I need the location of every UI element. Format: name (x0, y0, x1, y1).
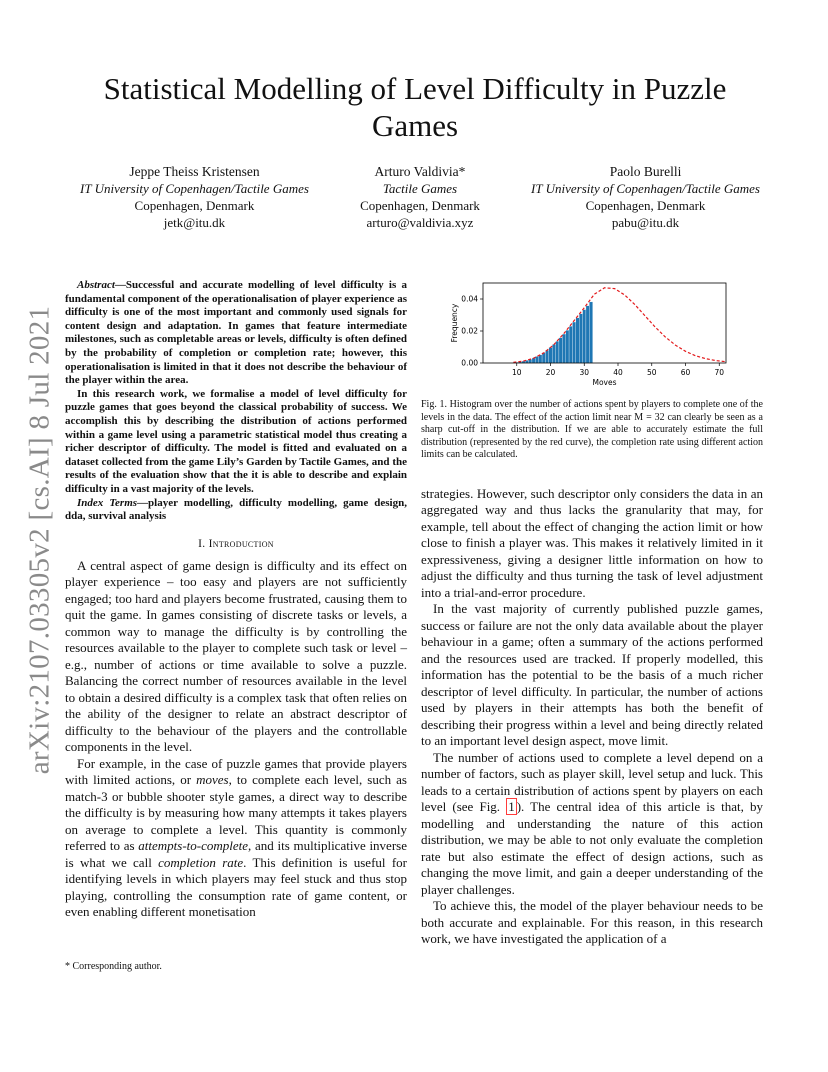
figure-1 (421, 279, 763, 391)
index-terms (65, 497, 407, 524)
plot-frame (483, 283, 726, 363)
figure-caption: Fig. 1. Histogram over the number of actions spent by players to complete one of the levels in the data. The effect of the action limit near M = 32 can clearly be seen as a sharp cut-off in the distribution. If we are able to accurately estimate the full distribution (represented by the red curve), the completion rate using different action limits can be calculated. (421, 399, 763, 460)
abstract-paragraph-1 (65, 279, 407, 388)
histogram-bar (579, 314, 582, 363)
histogram-bar (569, 326, 572, 363)
paper-title: Statistical Modelling of Level Difficulty in Puzzle Games (103, 71, 727, 143)
author-affiliation: IT University of Copenhagen/Tactile Games (80, 181, 309, 196)
section-number: I. (198, 537, 206, 550)
author-affiliation: Tactile Games (382, 181, 458, 196)
y-axis-label: Frequency (450, 303, 459, 343)
figure-reference-link[interactable]: 1 (508, 799, 515, 814)
histogram-bar (586, 306, 589, 363)
section-heading-introduction (65, 538, 407, 550)
histogram-chart (421, 279, 763, 391)
histogram-bar (572, 322, 575, 363)
author-location: Copenhagen, Denmark (585, 198, 706, 213)
x-tick-label: 30 (579, 368, 590, 377)
emphasis-moves: moves (196, 772, 229, 788)
intro-paragraph-1: A central aspect of game design is difficulty and its effect on player experience – too easy and players are not sufficiently engaged; too hard and players become frustrated, causing them to quit the game. In games consisting of discrete tasks or levels, a common way to manage the difficulty is by controlling the resources available to the player to complete such task or level – e.g., number of actions or time available to solve a puzzle. Balancing the correct number of resources available in the level to obtain a desired difficulty is a complex task that often relies on the ability of the designer to relate an abstract descriptor of difficulty to the behaviour of the players and the controllable components in the level. (65, 557, 407, 755)
author-email[interactable]: pabu@itu.dk (611, 215, 680, 230)
histogram-bar (566, 330, 569, 363)
histogram-bar (549, 347, 552, 363)
author-name: Jeppe Theiss Kristensen (129, 164, 260, 179)
x-axis-label: Moves (592, 378, 617, 387)
arxiv-identifier (20, 305, 60, 775)
text-run: ). The central idea of this article is that, by modelling and understanding the nature of this action distribution, we may be able to not only evaluate the completion rate but also estimate the effect of design actions, such as changing the move limit, and gain a deeper understanding of the player challenges. (421, 799, 763, 897)
fitted-distribution-curve (513, 288, 726, 363)
text-run: The number of actions used to complete a level depend on a number of factors, such as player skill, level setup and luck. This leads to a certain distribution of actions spent by players on each level (see Fig. (421, 749, 763, 814)
histogram-bar (576, 318, 579, 363)
x-tick-label: 70 (714, 368, 725, 377)
author-name: Paolo Burelli (609, 164, 682, 179)
histogram-bar (583, 310, 586, 363)
histogram-bar (562, 334, 565, 363)
histogram-bar (535, 356, 538, 363)
index-terms-label: Index Terms (77, 496, 138, 509)
right-column (421, 279, 763, 948)
right-paragraph-3 (421, 750, 763, 899)
y-tick-label: 0.04 (461, 294, 478, 304)
author-2 (360, 163, 480, 231)
x-tick-label: 20 (545, 368, 556, 377)
author-location: Copenhagen, Denmark (360, 198, 480, 213)
right-paragraph-1: strategies. However, such descriptor only considers the data in an aggregated way and thus lacks the granularity that may, for example, tell about the effect of changing the action limit or how close to finish a player was. This makes it relatively limited in it expressiveness, giving a designer little information on how to adjust the difficulty and thus turning the task of level adjustment into a trial-and-error procedure. (421, 485, 763, 600)
histogram-bar (545, 350, 548, 363)
y-tick-label: 0.00 (461, 358, 478, 368)
x-tick-label: 60 (680, 368, 691, 377)
author-email[interactable]: jetk@itu.dk (163, 215, 226, 230)
abstract-paragraph-2: In this research work, we formalise a model of level difficulty for puzzle games that goes beyond the classical probability of success. We accomplish this by describing the distribution of actions performed within a game level using a parametric statistical model thus creating a richer descriptor of difficulty. The model is fitted and evaluated on a dataset collected from the game Lily’s Garden by Tactile Games, and the results of the evaluation show that the it is able to describe and explain difficulty in a vast majority of the levels. (65, 387, 407, 495)
arxiv-id-text: arXiv:2107.03305v2 [cs.AI] 8 Jul 2021 (23, 305, 56, 775)
footnote: * Corresponding author. (65, 961, 162, 972)
author-name: Arturo Valdivia* (374, 164, 466, 179)
index-terms-text: —player modelling, difficulty modelling, game design, dda, survival analysis (65, 496, 407, 523)
histogram-bar (589, 302, 592, 363)
text-run: , and its multiplicative inverse is what we call (65, 838, 407, 870)
abstract-label: Abstract (77, 279, 115, 291)
author-location: Copenhagen, Denmark (134, 198, 255, 213)
histogram-bar (559, 338, 562, 363)
x-tick-label: 50 (646, 368, 657, 377)
author-email[interactable]: arturo@valdivia.xyz (366, 215, 474, 230)
x-tick-label: 10 (511, 368, 522, 377)
histogram-bar (552, 344, 555, 363)
right-paragraph-2: In the vast majority of currently published puzzle games, success or failure are not the only data available about the player behaviour in a game; often a summary of the actions performed and the resources used are tracked. If properly modelled, this information has the potential to be the basis of a much richer descriptor of level difficulty. In particular, the number of actions used by players in their attempts has both the benefit of describing their progress within a level and being directly related to an important level design aspect, move limit. (421, 601, 763, 748)
right-paragraph-4: To achieve this, the model of the player behaviour needs to be both accurate and explainable. For this reason, in this research work, we have investigated the application of a (421, 898, 763, 946)
author-block (80, 163, 760, 231)
y-tick-label: 0.02 (461, 326, 478, 336)
text-run: . This definition is useful for identifying levels in which players may feel stuck and thus stop playing, controlling the consumption rate of game content, or even enabling different monetisation (65, 854, 407, 920)
section-title: Introduction (208, 537, 274, 550)
x-tick-label: 40 (613, 368, 623, 377)
author-1 (80, 163, 309, 231)
emphasis-completion-rate: completion rate (158, 854, 244, 870)
intro-paragraph-2 (65, 756, 407, 921)
author-affiliation: IT University of Copenhagen/Tactile Games (531, 181, 760, 196)
text-run: , to complete each level, such as match-3 or bubble shooter style games, a direct way to describe the difficulty is by measuring how many attempts it takes players on average to complete a level. This quantity is commonly referred to as (65, 772, 407, 854)
histogram-bar (556, 341, 559, 363)
author-3 (531, 163, 760, 231)
emphasis-attempts: attempts-to-complete (138, 838, 249, 854)
left-column (65, 279, 407, 921)
abstract-text: —Successful and accurate modelling of level difficulty is a fundamental component of the operationalisation of player experience as difficulty is one of the most important and commonly used signals for content design and adaptation. In games that feature intermediate milestones, such as completable areas or levels, difficulty is often defined by the probability of completion or completion rate; however, this operationalisation is limited in that it does not describe the behaviour of the player within the area. (65, 279, 407, 387)
text-run: For example, in the case of puzzle games that provide players with limited actions, or (65, 755, 407, 788)
